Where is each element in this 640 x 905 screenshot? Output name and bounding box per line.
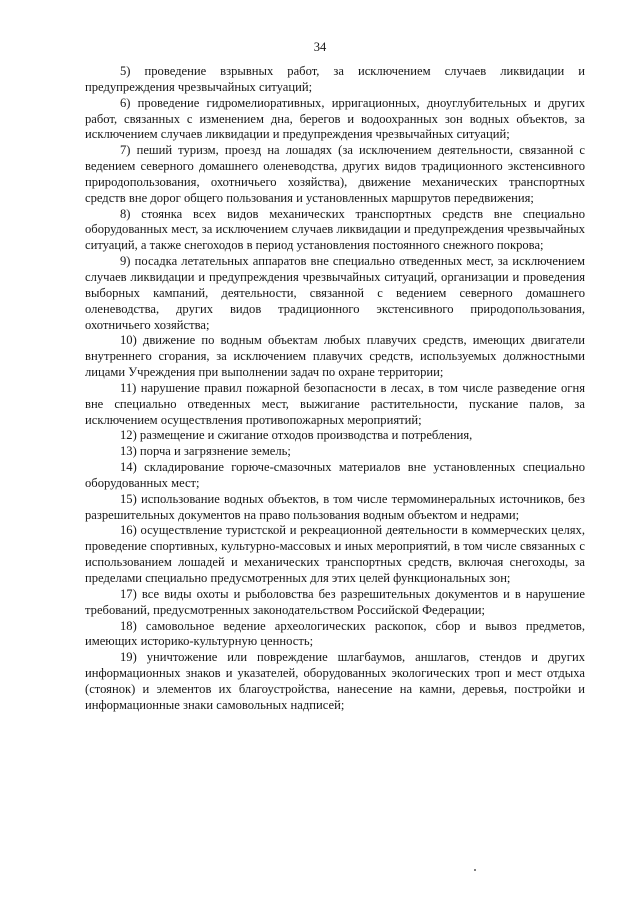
list-item: 7) пеший туризм, проезд на лошадях (за исключением деятельности, связанной с ведением северного домашнего оленеводства, других видов традиционного экстенсивного природопользования, охотничьего хозяйства), движение механических транспортных средств вне дорог общего пользования и установленных маршрутов передвижения; xyxy=(85,143,585,205)
list-item: 8) стоянка всех видов механических транспортных средств вне специально оборудованных мест, за исключением случаев ликвидации и предупреждения чрезвычайных ситуаций, а также снегоходов в период установления постоянного снежного покрова; xyxy=(85,206,585,253)
list-item: 11) нарушение правил пожарной безопасности в лесах, в том числе разведение огня вне специально отведенных мест, выжигание растительности, пускание палов, за исключением осуществления противопожарных мероприятий; xyxy=(85,380,585,427)
list-item: 17) все виды охоты и рыболовства без разрешительных документов и в нарушение требований, предусмотренных законодательством Российской Федерации; xyxy=(85,586,585,617)
list-item: 12) размещение и сжигание отходов производства и потребления, xyxy=(120,428,473,443)
prohibited-activities-list xyxy=(85,64,585,714)
list-item: 18) самовольное ведение археологических раскопок, сбор и вывоз предметов, имеющих историко-культурную ценность; xyxy=(85,618,585,649)
list-item: 16) осуществление туристской и рекреационной деятельности в коммерческих целях, проведение спортивных, культурно-массовых и иных мероприятий, в том числе связанных с использованием лошадей и механических транспортных средств, включая снегоходы, за пределами специально предусмотренных для этих целей функциональных зон; xyxy=(85,523,585,585)
list-item: 13) порча и загрязнение земель; xyxy=(120,444,291,459)
list-item: 10) движение по водным объектам любых плавучих средств, имеющих двигатели внутреннего сгорания, за исключением плавучих средств, используемых должностными лицами Учреждения при выполнении задач по охране территории; xyxy=(85,333,585,380)
list-item: 9) посадка летательных аппаратов вне специально отведенных мест, за исключением случаев ликвидации и предупреждения чрезвычайных ситуаций, организации и проведения выборных кампаний, деятельности, связанной с ведением северного домашнего оленеводства, других видов традиционного экстенсивного природопользования, охотничьего хозяйства; xyxy=(85,254,585,332)
list-item: 14) складирование горюче-смазочных материалов вне установленных специально оборудованных мест; xyxy=(85,460,585,490)
list-item: 15) использование водных объектов, в том числе термоминеральных источников, без разрешительных документов на право пользования водным объектом и недрами; xyxy=(85,491,585,522)
list-item: 19) уничтожение или повреждение шлагбаумов, аншлагов, стендов и других информационных знаков и указателей, оборудованных экологических троп и мест отдыха (стоянок) и элементов их благоустройства, нанесение на камни, деревья, постройки и информационные знаки самовольных надписей; xyxy=(85,650,585,712)
scan-speck xyxy=(474,869,476,871)
list-item: 6) проведение гидромелиоративных, ирригационных, дноуглубительных и других работ, связанных с изменением дна, берегов и водоохранных зон водных объектов, за исключением случаев ликвидации и предупреждения чрезвычайных ситуаций; xyxy=(85,95,585,142)
page-number: 34 xyxy=(313,40,327,54)
list-item: 5) проведение взрывных работ, за исключением случаев ликвидации и предупреждения чрезвычайных ситуаций; xyxy=(85,64,585,94)
